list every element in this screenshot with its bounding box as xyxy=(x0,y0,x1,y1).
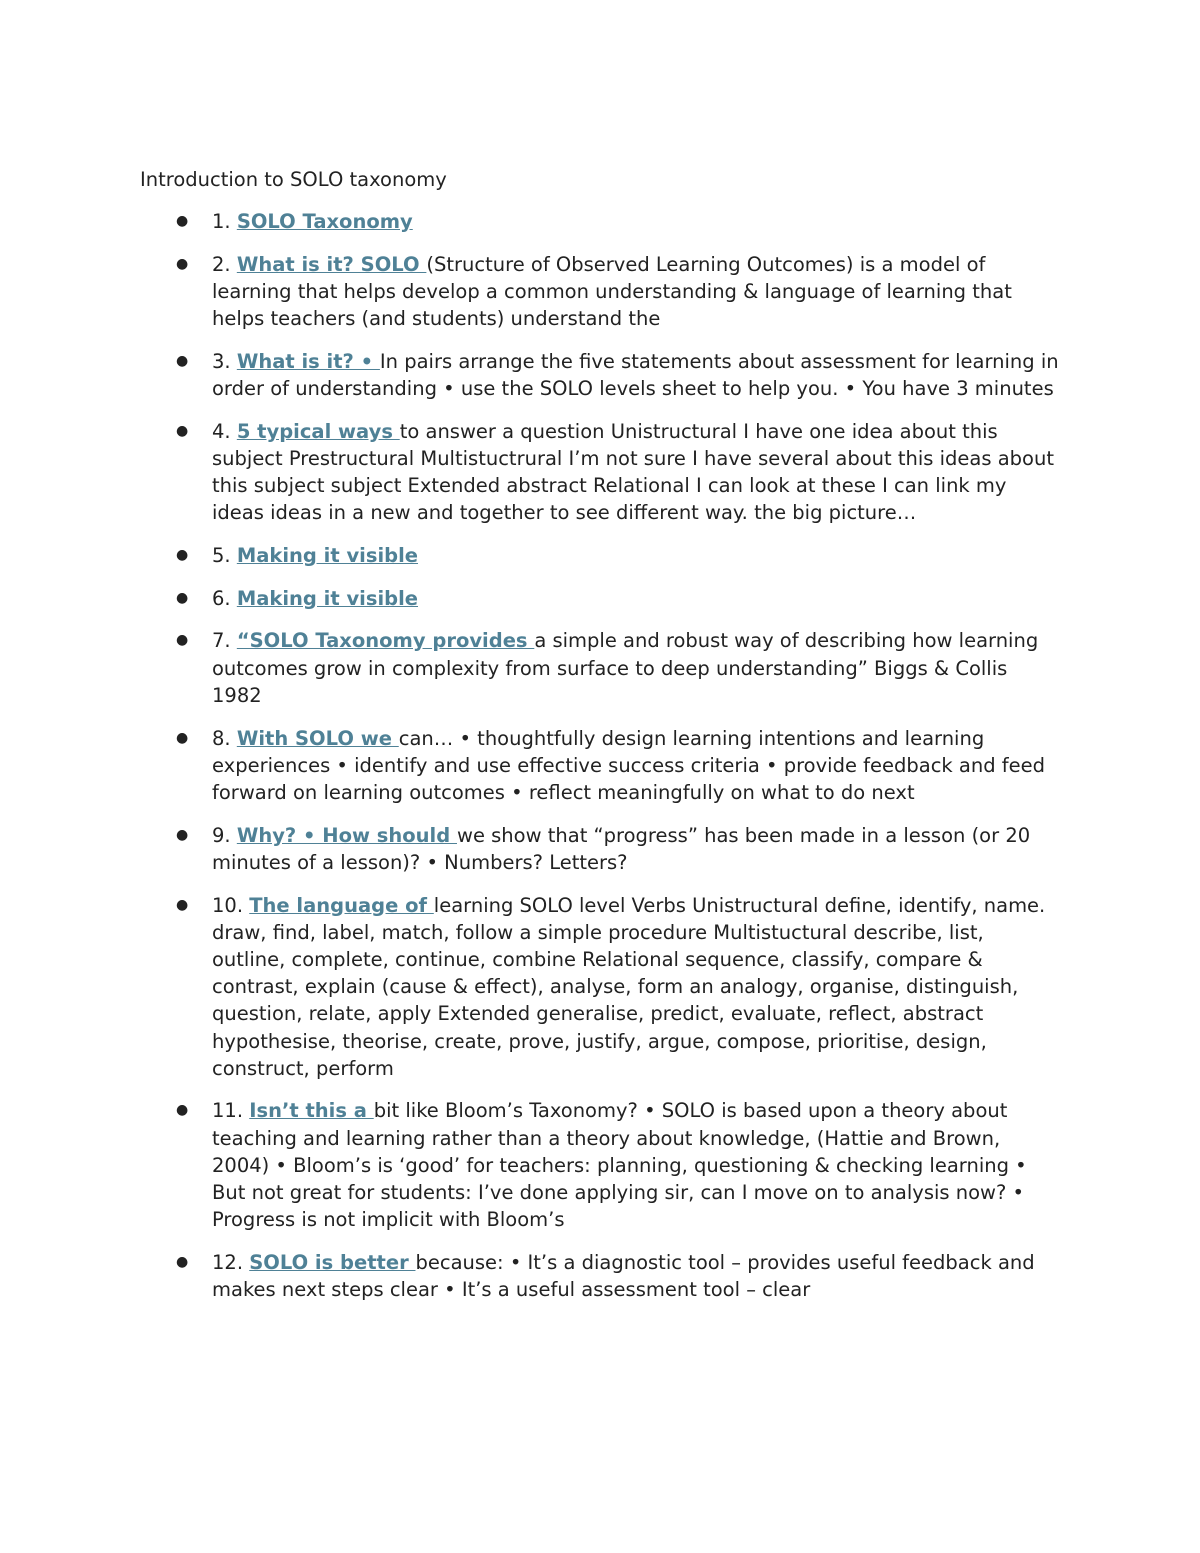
slide-link[interactable]: What is it? SOLO xyxy=(236,252,427,276)
item-number: 1. xyxy=(212,210,237,233)
list-item xyxy=(140,251,1060,333)
item-text: because: • It’s a diagnostic tool – provides useful feedback and makes next steps clear • It’s a useful assessment tool – clear xyxy=(212,1251,1035,1302)
bullet-icon: ● xyxy=(176,1254,189,1270)
bullet-icon: ● xyxy=(176,1102,189,1119)
item-text: to answer a question Unistructural I have one idea about this subject Prestructural Multistuctrural I’m not sure I have several about this ideas about this subject subject Extended abstract Relational I can look at these I can link my ideas ideas in a new and together to see different way. the big picture… xyxy=(212,419,1054,525)
bullet-icon: ● xyxy=(176,422,189,439)
list-item xyxy=(140,1097,1060,1233)
bullet-icon: ● xyxy=(176,255,189,272)
slide-link[interactable]: Making it visible xyxy=(236,544,419,568)
list-item xyxy=(140,725,1060,807)
item-number: 4. xyxy=(212,419,237,443)
bullet-icon: ● xyxy=(176,547,189,564)
list-item xyxy=(140,1249,1060,1303)
slide-link[interactable]: SOLO Taxonomy xyxy=(236,210,413,233)
bullet-icon: ● xyxy=(176,632,189,649)
bullet-icon: ● xyxy=(176,352,189,369)
slide-list xyxy=(140,208,1060,1303)
item-number: 8. xyxy=(212,726,237,750)
bullet-icon: ● xyxy=(176,826,189,843)
bullet-icon: ● xyxy=(176,589,189,606)
slide-link[interactable]: With SOLO we xyxy=(236,726,399,750)
item-number: 6. xyxy=(212,586,237,610)
list-item xyxy=(140,892,1060,1082)
list-item xyxy=(140,627,1060,709)
bullet-icon: ● xyxy=(176,729,189,746)
item-number: 11. xyxy=(212,1099,250,1123)
slide-link[interactable]: Isn’t this a xyxy=(249,1099,374,1123)
list-item xyxy=(140,348,1060,402)
item-number: 9. xyxy=(212,823,237,847)
item-number: 12. xyxy=(212,1251,250,1274)
slide-link[interactable]: Why? • How should xyxy=(236,823,457,847)
bullet-icon: ● xyxy=(176,896,189,913)
item-text: learning SOLO level Verbs Unistructural define, identify, name. draw, find, label, match, follow a simple procedure Multistuctural describe, list, outline, complete, continue, combine Relational sequence, classify, compare & contrast, explain (cause & effect), analyse, form an analogy, organise, distinguish, question, relate, apply Extended generalise, predict, evaluate, reflect, abstract hypothesise, theorise, create, prove, justify, argue, compose, prioritise, design, construct, perform xyxy=(212,893,1046,1080)
slide-link[interactable]: SOLO is better xyxy=(249,1251,416,1274)
item-text: In pairs arrange the five statements about assessment for learning in order of understanding • use the SOLO levels sheet to help you. • You have 3 minutes xyxy=(212,349,1059,401)
bullet-icon: ● xyxy=(176,213,189,229)
item-number: 5. xyxy=(212,544,237,568)
slide-link[interactable]: What is it? • xyxy=(236,349,380,373)
item-text: bit like Bloom’s Taxonomy? • SOLO is based upon a theory about teaching and learning rather than a theory about knowledge, (Hattie and Brown, 2004) • Bloom’s is ‘good’ for teachers: planning, questioning & checking learning • But not great for students: I’ve done applying sir, can I move on to analysis now? • Progress is not implicit with Bloom’s xyxy=(212,1099,1027,1232)
slide-link[interactable]: 5 typical ways xyxy=(236,419,400,443)
item-text: we show that “progress” has been made in a lesson (or 20 minutes of a lesson)? • Numbers? Letters? xyxy=(212,823,1031,874)
list-item xyxy=(140,542,1060,569)
document-title: Introduction to SOLO taxonomy xyxy=(140,168,447,191)
slide-link[interactable]: The language of xyxy=(249,893,434,917)
item-number: 3. xyxy=(212,349,237,373)
list-item xyxy=(140,208,1060,235)
item-text: (Structure of Observed Learning Outcomes) is a model of learning that helps develop a common understanding & language of learning that helps teachers (and students) understand the xyxy=(212,252,1012,331)
item-number: 7. xyxy=(212,629,237,653)
item-number: 2. xyxy=(212,252,237,276)
item-number: 10. xyxy=(212,893,250,917)
list-item xyxy=(140,418,1060,527)
item-text: can… • thoughtfully design learning intentions and learning experiences • identify and use effective success criteria • provide feedback and feed forward on learning outcomes • reflect meaningfully on what to do next xyxy=(212,726,1046,804)
slide-link[interactable]: Making it visible xyxy=(236,586,419,610)
list-item xyxy=(140,822,1060,876)
list-item xyxy=(140,585,1060,612)
item-text: a simple and robust way of describing how learning outcomes grow in complexity from surface to deep understanding” Biggs & Collis 1982 xyxy=(212,629,1039,707)
slide-link[interactable]: “SOLO Taxonomy provides xyxy=(236,629,535,653)
